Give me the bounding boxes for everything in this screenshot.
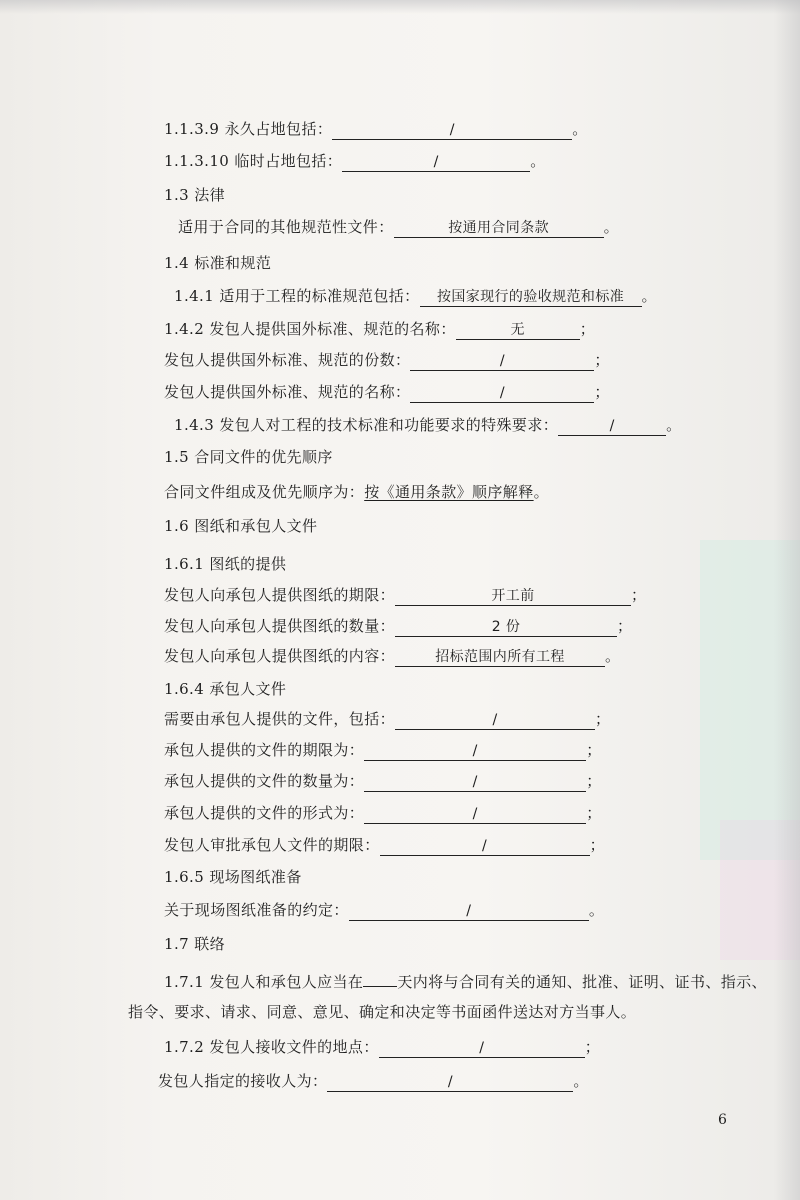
clause-label: 1.4.3 发包人对工程的技术标准和功能要求的特殊要求：	[174, 416, 559, 434]
clause-receiver	[158, 1070, 589, 1092]
clause-end: 。	[641, 287, 657, 305]
clause-text: 天内将与合同有关的通知、批准、证明、证书、指示、	[397, 973, 767, 991]
fill-in-field: /	[327, 1073, 573, 1092]
clause-1-7-2	[164, 1036, 600, 1058]
clause-document-quantity	[164, 770, 602, 792]
section-heading-1-4: 1.4 标准和规范	[164, 254, 272, 272]
clause-label: 需要由承包人提供的文件，包括：	[164, 710, 396, 728]
clause-1-7-1	[164, 968, 767, 993]
clause-label: 发包人向承包人提供图纸的内容：	[164, 647, 396, 665]
section-heading-1-3: 1.3 法律	[164, 186, 226, 204]
clause-site-drawings	[164, 899, 604, 921]
clause-document-form	[164, 802, 602, 824]
clause-label: 承包人提供的文件的形式为：	[164, 804, 365, 822]
scan-shadow-right	[774, 0, 800, 1200]
fill-in-field: 按国家现行的验收规范和标准	[420, 288, 642, 307]
clause-contractor-documents	[164, 708, 610, 730]
clause-end: ；	[586, 772, 602, 790]
fill-in-field: 开工前	[395, 587, 631, 606]
subsection-heading-1-6-1: 1.6.1 图纸的提供	[164, 555, 287, 573]
clause-1-4-2	[164, 318, 595, 340]
clause-end: ；	[579, 320, 596, 338]
clause-end: 。	[572, 120, 588, 138]
clause-label: 发包人提供国外标准、规范的名称：	[164, 383, 411, 401]
clause-end: 。	[533, 483, 550, 501]
clause-1-7-1-continued: 指令、要求、请求、同意、意见、确定和决定等书面函件送达对方当事人。	[128, 1003, 637, 1021]
clause-regulations	[178, 216, 619, 238]
clause-label: 承包人提供的文件的数量为：	[164, 772, 365, 790]
clause-label: 承包人提供的文件的期限为：	[164, 741, 365, 759]
clause-1-1-3-10	[164, 150, 546, 172]
clause-label: 1.1.3.9 永久占地包括：	[164, 120, 333, 138]
fill-in-field: /	[364, 773, 586, 792]
clause-label: 合同文件组成及优先顺序为：	[164, 483, 365, 501]
clause-end: ；	[584, 1038, 601, 1056]
clause-end: 。	[588, 901, 605, 919]
fill-in-field: /	[380, 837, 590, 856]
section-heading-1-5: 1.5 合同文件的优先顺序	[164, 448, 333, 466]
clause-document-order	[164, 481, 549, 503]
subsection-heading-1-6-5: 1.6.5 现场图纸准备	[164, 868, 302, 886]
clause-drawing-deadline	[164, 584, 646, 606]
clause-1-4-1	[174, 285, 657, 307]
clause-end: 。	[530, 152, 546, 170]
clause-drawing-content	[164, 645, 620, 667]
clause-label: 1.1.3.10 临时占地包括：	[164, 152, 343, 170]
fill-in-field: /	[379, 1039, 585, 1058]
clause-label: 1.7.1 发包人和承包人应当在	[164, 973, 364, 991]
clause-label: 1.4.1 适用于工程的标准规范包括：	[174, 287, 420, 305]
clause-label: 关于现场图纸准备的约定：	[164, 901, 349, 919]
subsection-heading-1-6-4: 1.6.4 承包人文件	[164, 680, 287, 698]
fill-in-field: /	[364, 805, 586, 824]
clause-1-1-3-9	[164, 118, 588, 140]
clause-end: ；	[594, 383, 610, 401]
fill-in-field: 招标范围内所有工程	[395, 648, 605, 667]
clause-end: ；	[586, 741, 602, 759]
section-heading-1-6: 1.6 图纸和承包人文件	[164, 517, 318, 535]
clause-approval-deadline	[164, 834, 605, 856]
clause-foreign-standard-names	[164, 381, 610, 403]
clause-drawing-quantity	[164, 615, 632, 637]
clause-end: 。	[605, 647, 621, 665]
fill-in-field: /	[332, 121, 572, 140]
clause-end: ；	[586, 804, 602, 822]
clause-end: ；	[589, 836, 606, 854]
fill-in-field: /	[395, 711, 595, 730]
section-heading-1-7: 1.7 联络	[164, 935, 226, 953]
fill-in-field: /	[410, 384, 594, 403]
page-number: 6	[718, 1112, 727, 1128]
clause-end: 。	[666, 416, 682, 434]
fill-in-field: /	[558, 417, 666, 436]
days-blank	[363, 968, 397, 987]
fill-in-field: 无	[456, 321, 580, 340]
clause-1-4-3	[174, 414, 682, 436]
fill-in-field: 按通用合同条款	[394, 219, 604, 238]
filled-value: 按《通用条款》顺序解释	[364, 483, 534, 501]
clause-end: ；	[617, 617, 633, 635]
clause-label: 发包人向承包人提供图纸的期限：	[164, 586, 396, 604]
clause-end: ；	[631, 586, 647, 604]
fill-in-field: /	[364, 742, 586, 761]
clause-document-deadline	[164, 739, 602, 761]
clause-label: 发包人指定的接收人为：	[158, 1072, 328, 1090]
clause-label: 1.7.2 发包人接收文件的地点：	[164, 1038, 379, 1056]
fill-in-field: /	[410, 352, 594, 371]
clause-label: 发包人提供国外标准、规范的份数：	[164, 351, 411, 369]
clause-end: ；	[594, 351, 610, 369]
scan-shadow-top	[0, 0, 800, 14]
clause-end: 。	[603, 218, 620, 236]
clause-end: ；	[595, 710, 611, 728]
clause-label: 发包人审批承包人文件的期限：	[164, 836, 380, 854]
fill-in-field: 2 份	[395, 618, 617, 637]
clause-end: 。	[573, 1072, 589, 1090]
fill-in-field: /	[349, 902, 589, 921]
clause-label: 发包人向承包人提供图纸的数量：	[164, 617, 396, 635]
clause-label: 1.4.2 发包人提供国外标准、规范的名称：	[164, 320, 456, 338]
clause-foreign-standard-copies	[164, 349, 610, 371]
fill-in-field: /	[342, 153, 530, 172]
clause-label: 适用于合同的其他规范性文件：	[178, 218, 394, 236]
